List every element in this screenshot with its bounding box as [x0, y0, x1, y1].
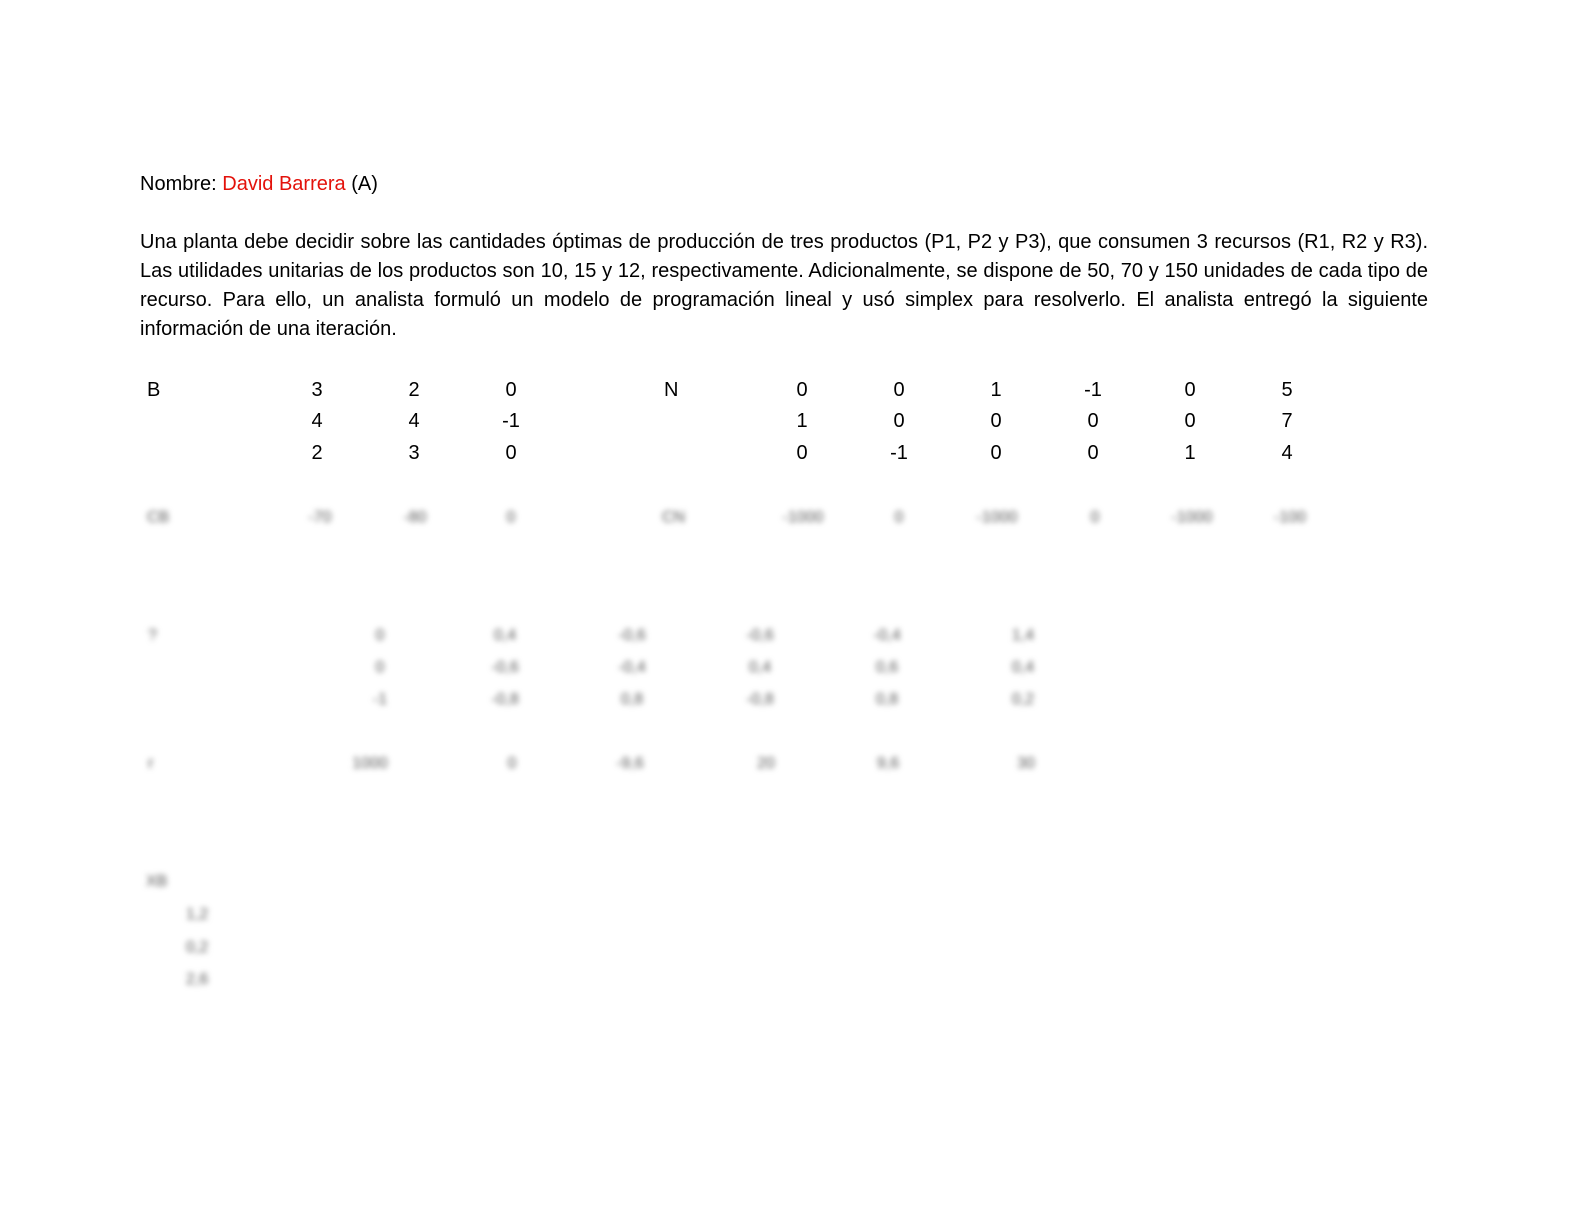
- matrix-n-cell: 1: [1184, 442, 1196, 464]
- r-cell: 30: [1017, 755, 1035, 772]
- matrix-n-cell: 1: [990, 379, 1002, 401]
- binv-cell: 0,2: [1011, 691, 1035, 708]
- cn-cell: -1000: [976, 509, 1018, 526]
- binv-cell: 0,4: [748, 659, 772, 676]
- r-cell: -9,6: [616, 755, 644, 772]
- binv-cell: -0,4: [618, 659, 646, 676]
- matrix-n-cell: 0: [1087, 442, 1099, 464]
- matrix-n-cell: 0: [1184, 410, 1196, 432]
- cn-cell: -1000: [1171, 509, 1213, 526]
- matrix-b-cell: 4: [311, 410, 323, 432]
- binv-label: ?: [148, 627, 157, 644]
- cb-label: CB: [147, 509, 170, 526]
- matrix-b-cell: -1: [502, 410, 520, 432]
- binv-cell: -1: [372, 691, 388, 708]
- matrix-b-cell: 3: [408, 442, 420, 464]
- binv-cell: 0,4: [493, 627, 517, 644]
- matrix-n-cell: 4: [1281, 442, 1293, 464]
- matrix-b-cell: 0: [505, 442, 517, 464]
- cn-cell: -1000: [782, 509, 824, 526]
- xb-cell: 2,6: [186, 971, 209, 988]
- matrix-n-cell: 0: [796, 379, 808, 401]
- student-name: David Barrera: [222, 173, 346, 195]
- matrix-n-cell: 0: [1087, 410, 1099, 432]
- matrix-n-cell: 5: [1281, 379, 1293, 401]
- binv-cell: -0,8: [491, 691, 519, 708]
- cn-label: CN: [662, 509, 686, 526]
- binv-cell: -0,6: [618, 627, 646, 644]
- matrix-n-cell: -1: [890, 442, 908, 464]
- xb-label: XB: [146, 873, 168, 890]
- binv-cell: 0,6: [875, 659, 899, 676]
- matrix-n-cell: 1: [796, 410, 808, 432]
- binv-cell: -0,8: [746, 691, 774, 708]
- binv-cell: -0,6: [746, 627, 774, 644]
- matrix-b-label: B: [147, 379, 161, 401]
- cn-cell: 0: [894, 509, 904, 526]
- xb-cell: 1,2: [186, 906, 209, 923]
- matrix-n-cell: 0: [990, 442, 1002, 464]
- matrix-n-cell: -1: [1084, 379, 1102, 401]
- cn-cell: -100: [1273, 509, 1307, 526]
- r-cell: 9,6: [876, 755, 900, 772]
- binv-cell: -0,6: [491, 659, 519, 676]
- name-label: Nombre:: [140, 173, 223, 195]
- matrix-n-cell: 0: [990, 410, 1002, 432]
- r-cell: 20: [757, 755, 775, 772]
- matrix-b-cell: 3: [311, 379, 323, 401]
- matrix-b-cell: 2: [408, 379, 420, 401]
- problem-statement: Una planta debe decidir sobre las cantidades óptimas de producción de tres productos (P1, P2 y P3), que consumen 3 recursos (R1, R2 y R3). Las utilidades unitarias de los productos son 10, 15 y 12, respectivamente. Adicionalmente, se dispone de 50, 70 y 150 unidades de cada tipo de recurso. Para ello, un analista formuló un modelo de programación lineal y usó simplex para resolverlo. El analista entregó la siguiente información de una iteración.: [140, 231, 1428, 340]
- binv-cell: 0,4: [1011, 659, 1035, 676]
- binv-cell: 0: [375, 627, 385, 644]
- matrix-n-label: N: [664, 379, 679, 401]
- cb-cell: -80: [403, 509, 427, 526]
- matrix-b-cell: 4: [408, 410, 420, 432]
- name-line: [140, 170, 378, 199]
- matrix-n-cell: 0: [1184, 379, 1196, 401]
- r-label: r: [148, 755, 154, 772]
- xb-cell: 0,2: [186, 939, 209, 956]
- cb-cell: 0: [506, 509, 516, 526]
- matrix-n-cell: 0: [893, 410, 905, 432]
- r-cell: 1000: [352, 755, 388, 772]
- cn-cell: 0: [1090, 509, 1100, 526]
- binv-cell: 0,8: [620, 691, 644, 708]
- binv-cell: 0,8: [875, 691, 899, 708]
- binv-cell: 1,4: [1011, 627, 1035, 644]
- matrix-n-cell: 7: [1281, 410, 1293, 432]
- cb-cell: -70: [308, 509, 332, 526]
- matrix-b-cell: 2: [311, 442, 323, 464]
- matrix-n-cell: 0: [893, 379, 905, 401]
- matrix-n-cell: 0: [796, 442, 808, 464]
- name-suffix: (A): [345, 173, 378, 195]
- r-cell: 0: [507, 755, 517, 772]
- binv-cell: -0,4: [873, 627, 901, 644]
- matrix-b-cell: 0: [505, 379, 517, 401]
- binv-cell: 0: [375, 659, 385, 676]
